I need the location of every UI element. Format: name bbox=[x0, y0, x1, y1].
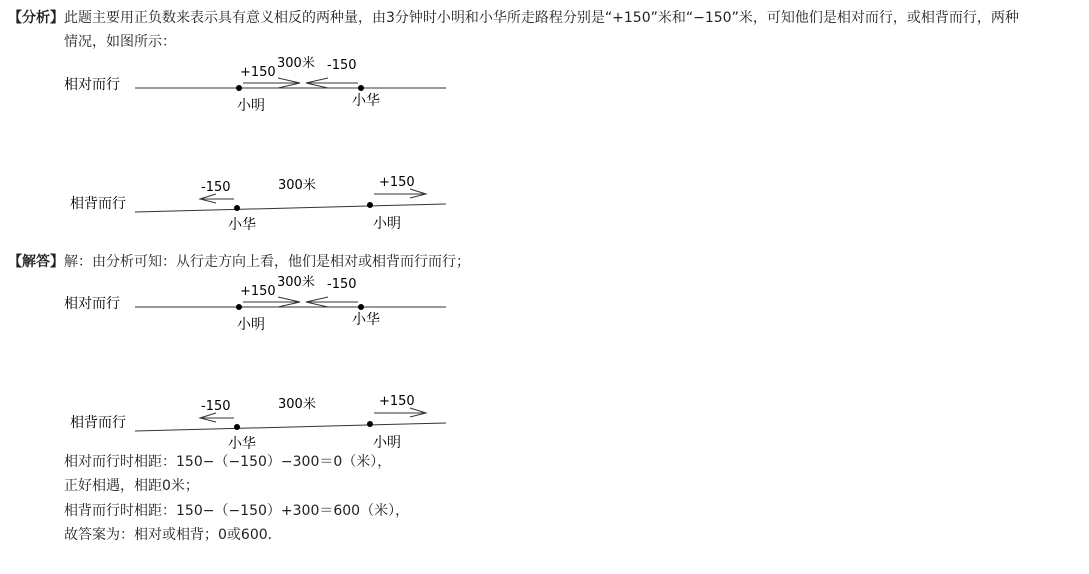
right-person: 小明 bbox=[373, 435, 401, 451]
point-left bbox=[236, 85, 242, 91]
left-value: -150 bbox=[201, 399, 231, 414]
right-value: -150 bbox=[327, 277, 357, 292]
point-left bbox=[234, 424, 240, 430]
distance-label: 300米 bbox=[277, 56, 315, 71]
baseline bbox=[135, 204, 446, 212]
left-value: +150 bbox=[240, 65, 276, 80]
analysis-line-1 bbox=[8, 6, 1019, 30]
answer-text-1: 解：由分析可知：从行走方向上看，他们是相对或相背而行而行； bbox=[64, 254, 470, 270]
diagram-facing-2 bbox=[0, 269, 460, 339]
analysis-text-2: 情况，如图所示： bbox=[64, 34, 176, 50]
point-right bbox=[367, 421, 373, 427]
diagram-away-1 bbox=[0, 168, 460, 238]
diagram-away-2 bbox=[0, 387, 460, 457]
answer-tag: 【解答】 bbox=[8, 254, 64, 270]
left-value: -150 bbox=[201, 180, 231, 195]
analysis-tag: 【分析】 bbox=[8, 10, 64, 26]
point-right bbox=[358, 304, 364, 310]
analysis-text-1: 此题主要用正负数来表示具有意义相反的两种量，由3分钟时小明和小华所走路程分别是“+150”米和“−150”米，可知他们是相对而行，或相背而行，两种 bbox=[64, 10, 1019, 26]
right-value: +150 bbox=[379, 175, 415, 190]
right-value: -150 bbox=[327, 58, 357, 73]
right-value: +150 bbox=[379, 394, 415, 409]
calc-line-4: 故答案为：相对或相背；0或600． bbox=[64, 527, 282, 543]
baseline bbox=[135, 423, 446, 431]
diagram-away-label: 相背而行 bbox=[70, 196, 126, 212]
calc-line-2: 正好相遇，相距0米； bbox=[64, 478, 199, 494]
point-left bbox=[236, 304, 242, 310]
distance-label: 300米 bbox=[278, 397, 316, 412]
right-person: 小华 bbox=[352, 312, 380, 328]
point-right bbox=[367, 202, 373, 208]
left-person: 小明 bbox=[237, 98, 265, 114]
left-person: 小华 bbox=[228, 217, 256, 233]
right-person: 小明 bbox=[373, 216, 401, 232]
calc-line-1: 相对而行时相距：150−（−150）−300＝0（米）， bbox=[64, 454, 392, 470]
left-value: +150 bbox=[240, 284, 276, 299]
left-person: 小明 bbox=[237, 317, 265, 333]
point-left bbox=[234, 205, 240, 211]
left-person: 小华 bbox=[228, 436, 256, 452]
calc-line-3: 相背而行时相距：150−（−150）+300＝600（米）， bbox=[64, 503, 410, 519]
distance-label: 300米 bbox=[277, 275, 315, 290]
diagram-away-label: 相背而行 bbox=[70, 415, 126, 431]
point-right bbox=[358, 85, 364, 91]
diagram-facing-label: 相对而行 bbox=[64, 77, 120, 93]
distance-label: 300米 bbox=[278, 178, 316, 193]
diagram-facing-1 bbox=[0, 50, 460, 120]
diagram-facing-label: 相对而行 bbox=[64, 296, 120, 312]
right-person: 小华 bbox=[352, 93, 380, 109]
